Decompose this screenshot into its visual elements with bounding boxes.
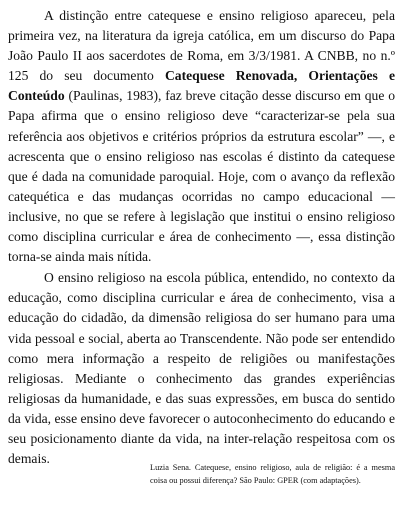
document-body <box>8 6 395 469</box>
document-title-bold: Catequese Renovada, Orientações e Conteúdo <box>8 68 395 104</box>
paragraph-1 <box>8 6 395 267</box>
paragraph-1-text-end: (Paulinas, 1983), faz breve citação desse discurso em que o Papa afirma que o ensino religioso deve “caracterizar-se pela sua referência aos objetivos e critérios próprios da estrutura escolar” —, e acrescenta que o ensino religioso nas escolas é distinto da catequese que é dada na comunidade paroquial. Hoje, com o avanço da reflexão catequética e das mudanças ocorridas no campo educacional — inclusive, no que se refere à legislação que institui o ensino religioso como disciplina curricular e área de conhecimento —, essa distinção torna-se ainda mais nítida. <box>8 88 395 265</box>
paragraph-2: O ensino religioso na escola pública, entendido, no contexto da educação, como disciplina curricular e área de conhecimento, visa a educação do cidadão, da dimensão religiosa do ser humano para uma vida pessoal e social, aberta ao Transcendente. Não pode ser entendido como mera informação a respeito de religiões ou manifestações religiosas. Mediante o conhecimento das grandes experiências religiosas da humanidade, e das suas expressões, em busca do sentido da vida, esse ensino deve favorecer o autoconhecimento do educando e seu posicionamento diante da vida, na inter-relação respeitosa com os demais. <box>8 270 395 467</box>
source-citation: Luzia Sena. Catequese, ensino religioso, aula de religião: é a mesma coisa ou possui diferença? São Paulo: GPER (com adaptações). <box>150 463 395 485</box>
paragraph-1-text-start: A distinção entre catequese e ensino religioso apareceu, pela primeira vez, na literatura da igreja católica, em um discurso do Papa João Paulo II aos sacerdotes de Roma, em 3/3/1981. A CNBB, no n.º 125 do seu documento <box>8 8 395 84</box>
